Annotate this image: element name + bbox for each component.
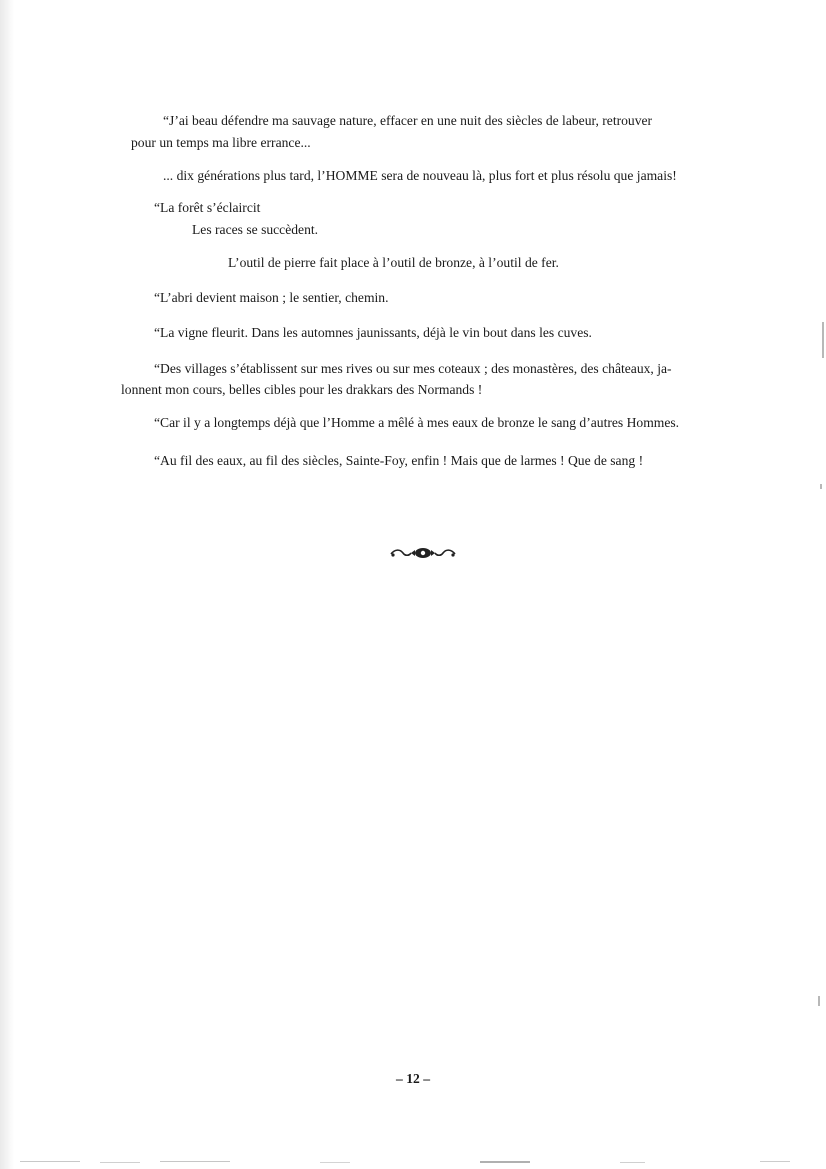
paragraph-line: ... dix générations plus tard, l’HOMME sera de nouveau là, plus fort et plus résolu que jamais! (163, 168, 677, 183)
scan-artifact (820, 484, 822, 489)
scan-left-edge (0, 0, 14, 1169)
paragraph-line: “J’ai beau défendre ma sauvage nature, effacer en une nuit des siècles de labeur, retrouver (163, 113, 653, 128)
paragraph-line: “L’abri devient maison ; le sentier, chemin. (154, 290, 389, 305)
paragraph-line: “Des villages s’établissent sur mes rives ou sur mes coteaux ; des monastères, des châteaux, ja- (154, 361, 672, 376)
paragraph-line: “La forêt s’éclaircit (154, 200, 261, 215)
paragraph-line: Les races se succèdent. (192, 222, 319, 237)
paragraph-line: L’outil de pierre fait place à l’outil de bronze, à l’outil de fer. (228, 255, 559, 270)
paragraph-line: “La vigne fleurit. Dans les automnes jaunissants, déjà le vin bout dans les cuves. (154, 325, 592, 340)
decorative-fleuron-icon (389, 546, 457, 560)
paragraph-line: “Au fil des eaux, au fil des siècles, Sainte-Foy, enfin ! Mais que de larmes ! Que de sang ! (154, 453, 644, 468)
scan-artifact (822, 322, 824, 358)
page-number: – 12 – (396, 1071, 430, 1086)
paragraph-line: lonnent mon cours, belles cibles pour les drakkars des Normands ! (121, 382, 483, 397)
scan-artifact (818, 996, 820, 1006)
scan-bottom-noise (20, 1160, 810, 1164)
paragraph-line: “Car il y a longtemps déjà que l’Homme a mêlé à mes eaux de bronze le sang d’autres Hommes. (154, 415, 680, 430)
paragraph-line: pour un temps ma libre errance... (131, 135, 311, 150)
